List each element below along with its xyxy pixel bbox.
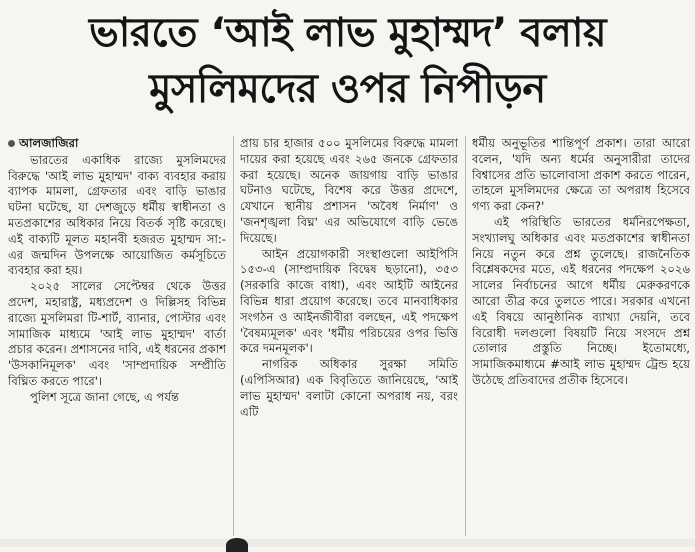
article-body xyxy=(8,136,690,536)
ornament-icon xyxy=(226,538,248,552)
paragraph: ভারতের একাধিক রাজ্যে মুসলিমদের বিরুদ্ধে 'আই লাভ মুহাম্মদ' বাক্য ব্যবহার করায় ব্যাপক মামলা, গ্রেফতার এবং বাড়ি ভাঙার ঘটনা ঘটেছে, যা দেশজুড়ে ধর্মীয় স্বাধীনতা ও মতপ্রকাশের অধিকার নিয়ে বিতর্ক সৃষ্টি করেছে। এই বাক্যটি মূলত মহানবী হজরত মুহাম্মদ সা:-এর জন্মদিন উপলক্ষে আয়োজিত কর্মসূচিতে ব্যবহার করা হয়। xyxy=(8,152,226,278)
byline xyxy=(8,136,226,152)
column-divider xyxy=(233,136,234,536)
paragraph: প্রায় চার হাজার ৫০০ মুসলিমের বিরুদ্ধে মামলা দায়ের করা হয়েছে এবং ২৬৫ জনকে গ্রেফতার করা হয়েছে। অনেক জায়গায় বাড়ি ভাঙার ঘটনাও ঘটেছে, বিশেষ করে উত্তর প্রদেশে, যেখানে স্থানীয় প্রশাসন 'অবৈধ নির্মাণ' ও 'জনশৃঙ্খলা বিঘ্ন' এর অভিযোগে বাড়ি ভেঙে দিয়েছে। xyxy=(240,136,458,245)
page-edge xyxy=(0,539,695,547)
byline-source: আলজাজিরা xyxy=(19,136,79,150)
headline-line-1: ভারতে ‘আই লাভ মুহাম্মদ’ বলায় xyxy=(88,10,607,56)
paragraph: এই পরিস্থিতি ভারতের ধর্মনিরপেক্ষতা, সংখ্যালঘু অধিকার এবং মতপ্রকাশের স্বাধীনতা নিয়ে নতুন করে প্রশ্ন তুলেছে। রাজনৈতিক বিশ্লেষকদের মতে, এই ধরনের পদক্ষেপ ২০২৬ সালের নির্বাচনের আগে ধর্মীয় মেরুকরণকে আরো তীব্র করে তুলতে পারে। সরকার এখনো এই বিষয়ে আনুষ্ঠানিক ব্যাখ্যা দেয়নি, তবে বিরোধী দলগুলো বিষয়টি নিয়ে সংসদে প্রশ্ন তোলার প্রস্তুতি নিচ্ছে। ইতোমধ্যে, সামাজিকমাধ্যমে #আই লাভ মুহাম্মদ ট্রেন্ড হয়ে উঠেছে প্রতিবাদের প্রতীক হিসেবে। xyxy=(472,214,690,387)
paragraph: নাগরিক অধিকার সুরক্ষা সমিতি (এপিসিআর) এক বিবৃতিতে জানিয়েছে, 'আই লাভ মুহাম্মদ' বলাটা কোনো অপরাধ নয়, বরং এটি xyxy=(240,357,458,419)
column-divider xyxy=(465,136,466,536)
bullet-icon xyxy=(8,140,15,147)
paragraph: পুলিশ সূত্রে জানা গেছে, এ পর্যন্ত xyxy=(30,389,179,404)
headline-line-2: মুসলিমদের ওপর নিপীড়ন xyxy=(149,66,546,112)
paragraph: ২০২৫ সালের সেপ্টেম্বর থেকে উত্তর প্রদেশ, মহারাষ্ট্র, মধ্যপ্রদেশ ও দিল্লিসহ বিভিন্ন রাজ্যে মুসলিমরা টি-শার্ট, ব্যানার, পোস্টার এবং সামাজিক মাধ্যমে 'আই লাভ মুহাম্মদ' বার্তা প্রচার করেন। প্রশাসনের দাবি, এই ধরনের প্রকাশ 'উসকানিমূলক' এবং 'সাম্প্রদায়িক সম্প্রীতি বিঘ্নিত করতে পারে'। xyxy=(8,279,226,388)
column-1 xyxy=(8,136,226,536)
paragraph: ধর্মীয় অনুভূতির শান্তিপূর্ণ প্রকাশ। তারা আরো বলেন, 'যদি অন্য ধর্মের অনুসারীরা তাদের বিশ্বাসের প্রতি ভালোবাসা প্রকাশ করতে পারেন, তাহলে মুসলিমদের ক্ষেত্রে তা অপরাধ হিসেবে গণ্য করা কেন?' xyxy=(472,136,690,214)
paragraph: আইন প্রয়োগকারী সংস্থাগুলো আইপিসি ১৫৩-এ (সাম্প্রদায়িক বিদ্বেষ ছড়ানো), ৩৫৩ (সরকারি কাজে বাধা), এবং আইটি আইনের বিভিন্ন ধারা প্রয়োগ করেছে। তবে মানবাধিকার সংগঠন ও আইনজীবীরা বলছেন, এই পদক্ষেপ 'বৈষম্যমূলক' এবং 'ধর্মীয় পরিচয়ের ওপর ভিত্তি করে দমনমূলক'। xyxy=(240,246,458,356)
column-2 xyxy=(240,136,458,536)
column-3 xyxy=(472,136,690,536)
